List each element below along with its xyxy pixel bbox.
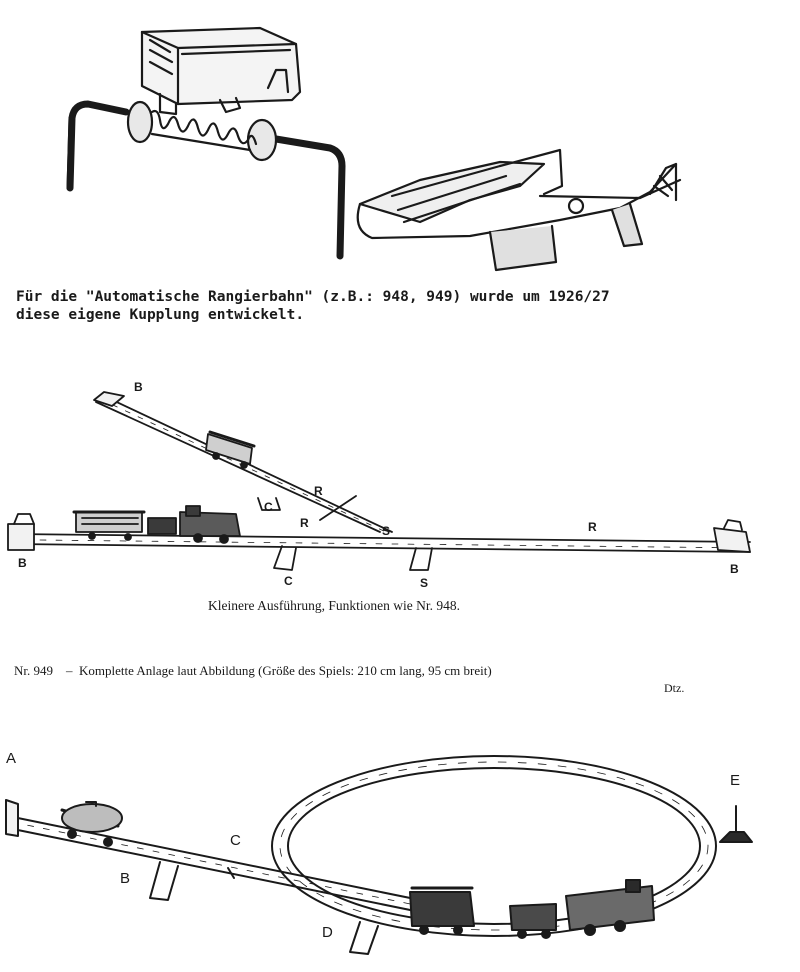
small-label-s-lower: S	[420, 576, 429, 590]
full-label-c: C	[230, 832, 241, 849]
small-label-r-right: R	[588, 520, 597, 534]
entry-price-unit: Dtz.	[664, 681, 685, 695]
coupling-caption-line-2: diese eigene Kupplung entwickelt.	[16, 307, 305, 323]
coupling-caption-line-1: Für die "Automatische Rangierbahn" (z.B.: 948, 949) wurde um 1926/27	[16, 289, 610, 305]
small-label-r-upper: R	[314, 484, 323, 498]
small-label-c-upper: C	[264, 500, 273, 514]
small-label-b-right: B	[730, 562, 739, 576]
entry-number: Nr. 949	[14, 663, 53, 678]
small-layout-caption: Kleinere Ausführung, Funktionen wie Nr. 948.	[208, 598, 460, 613]
entry-description: Komplette Anlage laut Abbildung (Größe des Spiels: 210 cm lang, 95 cm breit)	[79, 663, 492, 678]
full-label-b: B	[120, 870, 131, 887]
small-label-b-left: B	[18, 556, 27, 570]
small-label-c-lower: C	[284, 574, 293, 588]
small-label-r-lower: R	[300, 516, 309, 530]
full-label-a: A	[6, 750, 17, 767]
small-label-s-upper: S	[382, 524, 391, 538]
full-label-e: E	[730, 772, 741, 789]
small-label-b-top: B	[134, 380, 143, 394]
full-label-d: D	[322, 924, 333, 941]
entry-dash: –	[66, 663, 73, 678]
